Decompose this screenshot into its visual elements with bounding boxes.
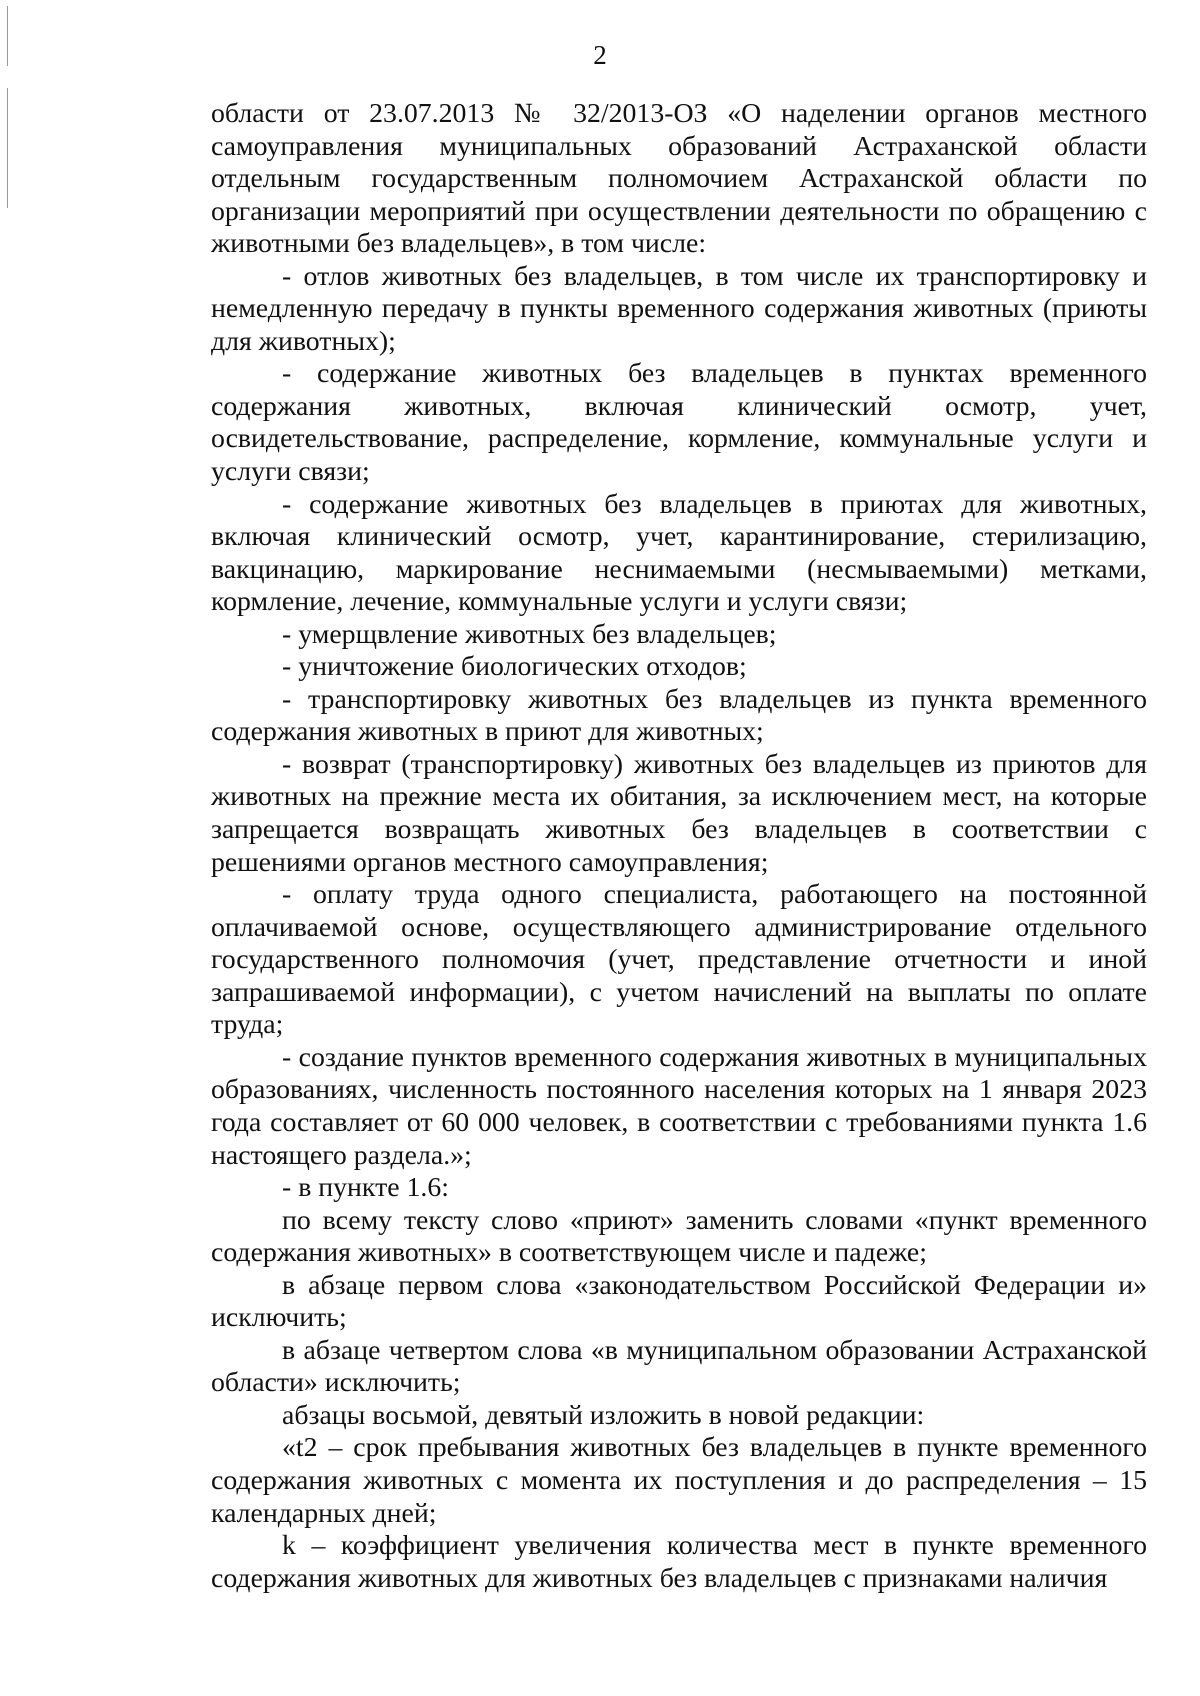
- list-item-euthanasia: - умерщвление животных без владельцев;: [282, 618, 777, 650]
- definition-t2: «t2 – срок пребывания животных без владельцев в пункте временного содержания животных с момента их поступления и до распределения – 15 календарных дней;: [211, 1432, 1147, 1529]
- scan-edge-mark: [7, 88, 8, 208]
- list-item-temporary-keeping: - содержание животных без владельцев в пунктах временного содержания животных, включая клинический осмотр, учет, освидетельствование, распределение, кормление, коммунальные услуги и услуги связи;: [211, 358, 1147, 488]
- page-number: 2: [593, 40, 607, 70]
- amendment-paragraph: абзацы восьмой, девятый изложить в новой редакции:: [282, 1399, 925, 1431]
- list-item-return: - возврат (транспортировку) животных без владельцев из приютов для животных на прежние места их обитания, за исключением мест, на которые запрещается возвращать животных без владельцев в соответствии с решениями органов местного самоуправления;: [211, 748, 1147, 878]
- clause-1-6: - в пункте 1.6:: [282, 1172, 449, 1204]
- paragraph-continuation: области от 23.07.2013 № 32/2013-ОЗ «О наделении органов местного самоуправления муниципальных образований Астраханской области отдельным государственным полномочием Астраханской области по организации мероприятий при осуществлении деятельности по обращению с животными без владельцев», в том числе:: [211, 98, 1147, 260]
- amendment-paragraph: по всему тексту слово «приют» заменить словами «пункт временного содержания животных» в соответствующем числе и падеже;: [211, 1204, 1147, 1269]
- document-body: [211, 98, 1147, 1595]
- list-item-waste-disposal: - уничтожение биологических отходов;: [282, 651, 747, 683]
- list-item-shelter-keeping: - содержание животных без владельцев в приютах для животных, включая клинический осмотр, учет, карантинирование, стерилизацию, вакцинацию, маркирование неснимаемыми (несмываемыми) метками, кормление, лечение, коммунальные услуги и услуги связи;: [211, 488, 1147, 618]
- amendment-paragraph: в абзаце первом слова «законодательством Российской Федерации и» исключить;: [211, 1269, 1147, 1334]
- definition-k: k – коэффициент увеличения количества мест в пункте временного содержания животных для животных без владельцев с признаками наличия: [211, 1530, 1147, 1594]
- list-item-creation: - создание пунктов временного содержания животных в муниципальных образованиях, численность постоянного населения которых на 1 января 2023 года составляет от 60 000 человек, в соответствии с требованиями пункта 1.6 настоящего раздела.»;: [211, 1041, 1147, 1171]
- amendment-paragraph: в абзаце четвертом слова «в муниципальном образовании Астраханской области» исключить;: [211, 1334, 1147, 1399]
- list-item-capture: - отлов животных без владельцев, в том числе их транспортировку и немедленную передачу в пункты временного содержания животных (приюты для животных);: [211, 260, 1147, 357]
- list-item-transport: - транспортировку животных без владельцев из пункта временного содержания животных в приют для животных;: [211, 683, 1147, 748]
- list-item-specialist-pay: - оплату труда одного специалиста, работающего на постоянной оплачиваемой основе, осуществляющего администрирование отдельного государственного полномочия (учет, представление отчетности и иной запрашиваемой информации), с учетом начислений на выплаты по оплате труда;: [211, 879, 1147, 1041]
